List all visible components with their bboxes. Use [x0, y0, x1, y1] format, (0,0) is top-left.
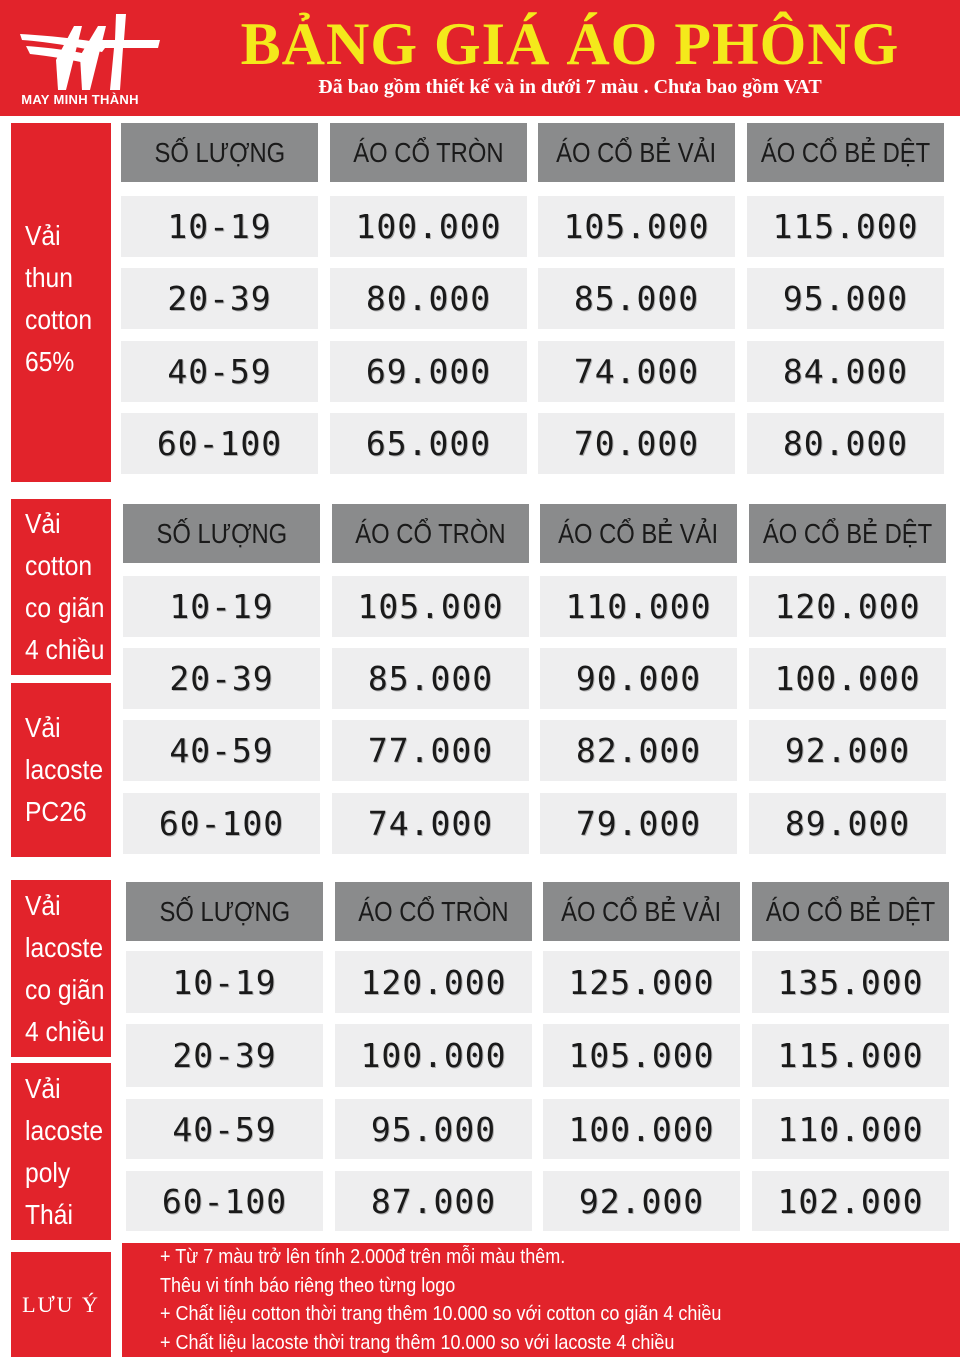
column-header-text: ÁO CỔ BẺ DỆT	[762, 517, 933, 549]
column-header-text: ÁO CỔ BẺ DỆT	[760, 136, 931, 168]
price-cell: 85.000	[332, 648, 529, 709]
column-header-text: ÁO CỔ BẺ VẢI	[556, 136, 717, 168]
material-label-line: 4 chiều	[25, 634, 105, 665]
price-cell: 79.000	[540, 793, 737, 854]
note-line: Thêu vi tính báo riêng theo từng logo	[160, 1274, 456, 1297]
quantity-cell: 40-59	[123, 720, 320, 781]
page-header	[0, 0, 960, 116]
quantity-cell: 20-39	[123, 648, 320, 709]
column-header-text: ÁO CỔ TRÒN	[358, 895, 509, 927]
price-cell: 90.000	[540, 648, 737, 709]
material-label-line: co giãn	[25, 592, 105, 623]
price-cell: 120.000	[335, 951, 532, 1013]
price-cell: 105.000	[543, 1024, 740, 1087]
price-cell: 95.000	[335, 1099, 532, 1159]
column-header	[538, 123, 735, 182]
column-header-text: ÁO CỔ TRÒN	[353, 136, 504, 168]
material-label-line: poly	[25, 1156, 71, 1188]
price-cell: 92.000	[543, 1171, 740, 1231]
quantity-cell: 20-39	[121, 268, 318, 329]
price-cell: 100.000	[330, 196, 527, 257]
price-cell: 102.000	[752, 1171, 949, 1231]
price-cell: 110.000	[540, 576, 737, 637]
quantity-cell: 40-59	[126, 1099, 323, 1159]
material-label-line: cotton	[25, 304, 93, 335]
price-cell: 70.000	[538, 413, 735, 474]
price-cell: 82.000	[540, 720, 737, 781]
column-header	[543, 882, 740, 941]
price-cell: 115.000	[752, 1024, 949, 1087]
price-cell: 100.000	[543, 1099, 740, 1159]
price-cell: 69.000	[330, 341, 527, 402]
column-header	[752, 882, 949, 941]
mt-logo-icon	[16, 10, 166, 96]
page-title: BẢNG GIÁ ÁO PHÔNG	[240, 11, 900, 77]
material-label	[11, 683, 111, 857]
material-label	[11, 880, 111, 1057]
price-cell: 120.000	[749, 576, 946, 637]
column-header	[747, 123, 944, 182]
column-header-text: ÁO CỔ BẺ VẢI	[561, 895, 722, 927]
quantity-cell: 10-19	[123, 576, 320, 637]
material-label-line: Vải	[25, 1072, 61, 1104]
brand-name: MAY MINH THÀNH	[21, 92, 139, 107]
notes-box	[122, 1243, 960, 1357]
note-line: + Chất liệu cotton thời trang thêm 10.000 so với cotton co giãn 4 chiều	[160, 1303, 722, 1325]
column-header	[540, 504, 737, 563]
material-label-line: lacoste	[25, 754, 104, 785]
price-cell: 87.000	[335, 1171, 532, 1231]
price-cell: 125.000	[543, 951, 740, 1013]
column-header	[330, 123, 527, 182]
price-cell: 105.000	[538, 196, 735, 257]
quantity-cell: 20-39	[126, 1024, 323, 1087]
column-header	[121, 123, 318, 182]
material-label	[11, 1063, 111, 1240]
price-cell: 80.000	[747, 413, 944, 474]
column-header	[332, 504, 529, 563]
material-label-line: Vải	[25, 712, 61, 743]
material-label-line: 4 chiều	[25, 1015, 105, 1047]
material-label-line: Vải	[25, 220, 61, 251]
quantity-cell: 40-59	[121, 341, 318, 402]
price-cell: 77.000	[332, 720, 529, 781]
price-cell: 89.000	[749, 793, 946, 854]
price-cell: 92.000	[749, 720, 946, 781]
material-label	[11, 123, 111, 482]
price-cell: 110.000	[752, 1099, 949, 1159]
material-label	[11, 499, 111, 675]
price-cell: 100.000	[335, 1024, 532, 1087]
material-label-line: lacoste	[25, 931, 104, 963]
material-label-line: 65%	[25, 346, 75, 377]
price-cell: 95.000	[747, 268, 944, 329]
column-header-text: SỐ LƯỢNG	[154, 136, 285, 168]
quantity-cell: 60-100	[121, 413, 318, 474]
column-header	[335, 882, 532, 941]
price-cell: 80.000	[330, 268, 527, 329]
material-label-line: thun	[25, 262, 73, 293]
price-cell: 105.000	[332, 576, 529, 637]
page-subtitle: Đã bao gồm thiết kế và in dưới 7 màu . Chưa bao gồm VAT	[318, 76, 822, 98]
note-label: LƯU Ý	[11, 1252, 111, 1357]
material-label-line: Vải	[25, 889, 61, 921]
material-label-line: lacoste	[25, 1114, 104, 1146]
price-cell: 74.000	[538, 341, 735, 402]
material-label-line: co giãn	[25, 973, 105, 1005]
material-label-line: Thái	[25, 1198, 73, 1230]
material-label-line: Vải	[25, 508, 61, 539]
column-header	[126, 882, 323, 941]
quantity-cell: 60-100	[126, 1171, 323, 1231]
note-line: + Chất liệu lacoste thời trang thêm 10.000 so với lacoste 4 chiều	[160, 1331, 675, 1354]
price-cell: 115.000	[747, 196, 944, 257]
column-header-text: SỐ LƯỢNG	[159, 895, 290, 927]
column-header-text: ÁO CỔ TRÒN	[355, 517, 506, 549]
column-header-text: ÁO CỔ BẺ VẢI	[558, 517, 719, 549]
quantity-cell: 10-19	[121, 196, 318, 257]
column-header	[123, 504, 320, 563]
column-header-text: SỐ LƯỢNG	[156, 517, 287, 549]
price-cell: 135.000	[752, 951, 949, 1013]
material-label-line: cotton	[25, 550, 93, 581]
price-cell: 74.000	[332, 793, 529, 854]
price-cell: 85.000	[538, 268, 735, 329]
column-header-text: ÁO CỔ BẺ DỆT	[765, 895, 936, 927]
column-header	[749, 504, 946, 563]
quantity-cell: 10-19	[126, 951, 323, 1013]
price-cell: 65.000	[330, 413, 527, 474]
quantity-cell: 60-100	[123, 793, 320, 854]
price-cell: 84.000	[747, 341, 944, 402]
price-cell: 100.000	[749, 648, 946, 709]
note-line: + Từ 7 màu trở lên tính 2.000đ trên mỗi màu thêm.	[160, 1246, 566, 1268]
material-label-line: PC26	[25, 796, 87, 827]
